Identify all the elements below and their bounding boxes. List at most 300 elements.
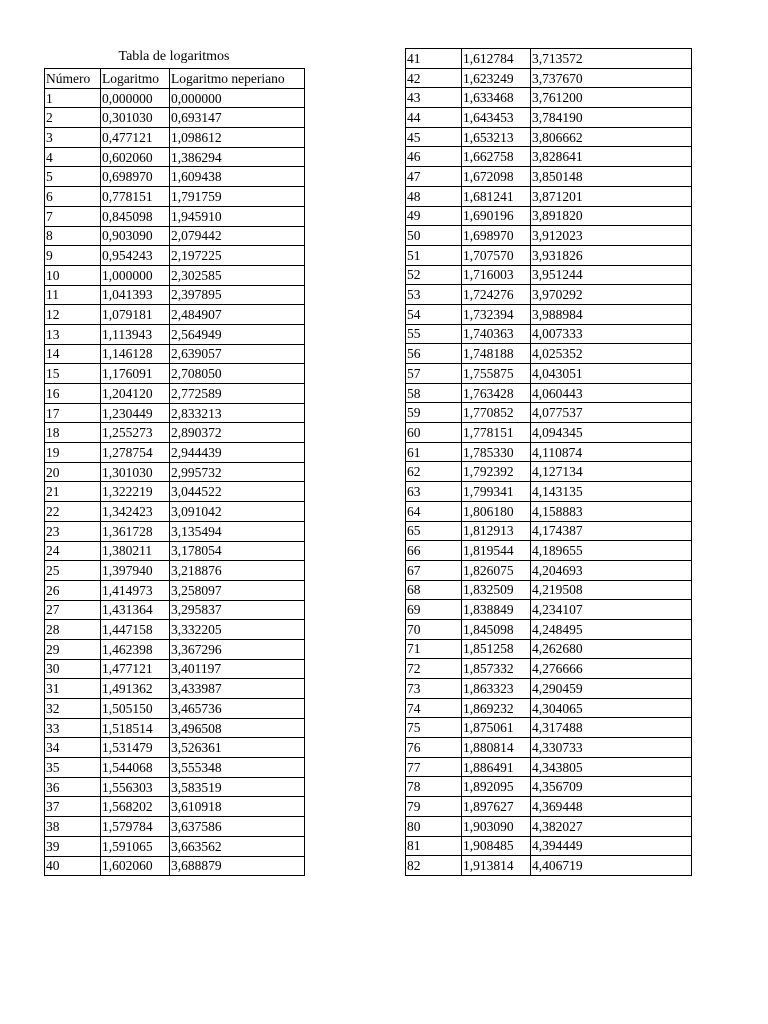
cell-logaritmo-neperiano: 0,693147	[170, 108, 305, 128]
cell-logaritmo-neperiano: 2,197225	[170, 246, 305, 266]
cell-logaritmo: 1,724276	[462, 285, 531, 305]
table-row	[45, 423, 305, 443]
cell-numero: 57	[406, 364, 462, 384]
cell-logaritmo: 1,079181	[101, 305, 170, 325]
table-row	[406, 324, 692, 344]
cell-numero: 28	[45, 620, 101, 640]
table-row	[406, 344, 692, 364]
table-row	[406, 226, 692, 246]
cell-logaritmo-neperiano: 1,386294	[170, 147, 305, 167]
table-row	[406, 186, 692, 206]
cell-logaritmo-neperiano: 3,433987	[170, 679, 305, 699]
table-row	[45, 541, 305, 561]
cell-numero: 24	[45, 541, 101, 561]
cell-logaritmo: 1,716003	[462, 265, 531, 285]
cell-logaritmo: 0,698970	[101, 167, 170, 187]
cell-logaritmo-neperiano: 3,951244	[531, 265, 692, 285]
cell-logaritmo-neperiano: 3,970292	[531, 285, 692, 305]
table-row	[45, 797, 305, 817]
table-row	[45, 758, 305, 778]
cell-logaritmo-neperiano: 2,944439	[170, 443, 305, 463]
cell-logaritmo: 1,732394	[462, 304, 531, 324]
table-row	[45, 502, 305, 522]
cell-logaritmo: 1,748188	[462, 344, 531, 364]
cell-logaritmo: 0,778151	[101, 187, 170, 207]
cell-logaritmo: 1,568202	[101, 797, 170, 817]
cell-logaritmo: 1,875061	[462, 718, 531, 738]
cell-numero: 34	[45, 738, 101, 758]
cell-numero: 19	[45, 443, 101, 463]
table-row	[45, 187, 305, 207]
table-row	[45, 403, 305, 423]
cell-logaritmo-neperiano: 4,025352	[531, 344, 692, 364]
cell-logaritmo-neperiano: 3,178054	[170, 541, 305, 561]
table-row	[45, 699, 305, 719]
cell-numero: 41	[406, 49, 462, 69]
cell-logaritmo-neperiano: 4,043051	[531, 364, 692, 384]
cell-logaritmo: 1,146128	[101, 344, 170, 364]
cell-numero: 53	[406, 285, 462, 305]
cell-logaritmo: 1,832509	[462, 580, 531, 600]
cell-logaritmo-neperiano: 2,995732	[170, 462, 305, 482]
table-row	[45, 718, 305, 738]
cell-logaritmo-neperiano: 4,143135	[531, 482, 692, 502]
cell-logaritmo: 1,643453	[462, 108, 531, 128]
table-row	[45, 324, 305, 344]
table-row	[406, 245, 692, 265]
cell-numero: 36	[45, 777, 101, 797]
cell-logaritmo-neperiano: 4,394449	[531, 836, 692, 856]
cell-numero: 30	[45, 659, 101, 679]
cell-numero: 65	[406, 521, 462, 541]
table-row	[45, 817, 305, 837]
cell-numero: 61	[406, 442, 462, 462]
cell-numero: 16	[45, 384, 101, 404]
cell-logaritmo-neperiano: 4,406719	[531, 856, 692, 876]
table-row	[45, 443, 305, 463]
cell-logaritmo: 0,477121	[101, 128, 170, 148]
cell-numero: 2	[45, 108, 101, 128]
cell-numero: 77	[406, 757, 462, 777]
table-row	[406, 482, 692, 502]
cell-logaritmo-neperiano: 3,465736	[170, 699, 305, 719]
cell-numero: 81	[406, 836, 462, 856]
cell-logaritmo: 0,000000	[101, 88, 170, 108]
cell-logaritmo-neperiano: 3,713572	[531, 49, 692, 69]
table-header-row	[45, 69, 305, 89]
table-row	[45, 659, 305, 679]
cell-numero: 46	[406, 147, 462, 167]
table-row	[406, 836, 692, 856]
cell-logaritmo-neperiano: 3,761200	[531, 88, 692, 108]
cell-numero: 60	[406, 423, 462, 443]
table-row	[406, 364, 692, 384]
table-row	[45, 265, 305, 285]
cell-numero: 49	[406, 206, 462, 226]
cell-logaritmo: 1,698970	[462, 226, 531, 246]
table-row	[406, 659, 692, 679]
table-row	[406, 856, 692, 876]
cell-numero: 3	[45, 128, 101, 148]
cell-logaritmo-neperiano: 3,828641	[531, 147, 692, 167]
cell-logaritmo-neperiano: 3,044522	[170, 482, 305, 502]
cell-logaritmo-neperiano: 4,369448	[531, 797, 692, 817]
cell-logaritmo: 1,903090	[462, 816, 531, 836]
cell-logaritmo: 1,799341	[462, 482, 531, 502]
header-logaritmo-neperiano: Logaritmo neperiano	[170, 69, 305, 89]
cell-logaritmo-neperiano: 4,304065	[531, 698, 692, 718]
cell-logaritmo-neperiano: 4,356709	[531, 777, 692, 797]
cell-logaritmo-neperiano: 2,484907	[170, 305, 305, 325]
cell-logaritmo: 1,612784	[462, 49, 531, 69]
table-row	[45, 521, 305, 541]
cell-numero: 45	[406, 127, 462, 147]
cell-logaritmo: 1,908485	[462, 836, 531, 856]
cell-numero: 66	[406, 541, 462, 561]
cell-logaritmo-neperiano: 2,708050	[170, 364, 305, 384]
cell-logaritmo: 1,361728	[101, 521, 170, 541]
cell-logaritmo-neperiano: 2,564949	[170, 324, 305, 344]
cell-logaritmo: 1,414973	[101, 580, 170, 600]
table-row	[406, 206, 692, 226]
table-row	[406, 501, 692, 521]
cell-logaritmo: 1,740363	[462, 324, 531, 344]
cell-logaritmo: 1,892095	[462, 777, 531, 797]
cell-numero: 39	[45, 836, 101, 856]
cell-numero: 70	[406, 619, 462, 639]
cell-numero: 14	[45, 344, 101, 364]
cell-logaritmo-neperiano: 3,988984	[531, 304, 692, 324]
table-row	[45, 364, 305, 384]
table-row	[45, 206, 305, 226]
table-row	[45, 305, 305, 325]
cell-logaritmo-neperiano: 3,871201	[531, 186, 692, 206]
cell-logaritmo: 1,505150	[101, 699, 170, 719]
cell-logaritmo: 1,880814	[462, 738, 531, 758]
cell-numero: 26	[45, 580, 101, 600]
cell-logaritmo-neperiano: 3,737670	[531, 68, 692, 88]
table-title: Tabla de logaritmos	[118, 49, 230, 64]
table-row	[406, 127, 692, 147]
cell-numero: 6	[45, 187, 101, 207]
cell-logaritmo-neperiano: 3,091042	[170, 502, 305, 522]
cell-logaritmo-neperiano: 3,806662	[531, 127, 692, 147]
cell-logaritmo: 1,447158	[101, 620, 170, 640]
cell-numero: 62	[406, 462, 462, 482]
cell-logaritmo: 1,301030	[101, 462, 170, 482]
cell-numero: 23	[45, 521, 101, 541]
cell-logaritmo: 1,778151	[462, 423, 531, 443]
cell-logaritmo: 1,653213	[462, 127, 531, 147]
cell-logaritmo: 1,041393	[101, 285, 170, 305]
cell-numero: 29	[45, 639, 101, 659]
cell-logaritmo-neperiano: 4,219508	[531, 580, 692, 600]
cell-logaritmo: 1,806180	[462, 501, 531, 521]
table-row	[45, 580, 305, 600]
cell-numero: 12	[45, 305, 101, 325]
cell-logaritmo: 1,857332	[462, 659, 531, 679]
cell-logaritmo: 1,819544	[462, 541, 531, 561]
header-logaritmo: Logaritmo	[101, 69, 170, 89]
cell-numero: 5	[45, 167, 101, 187]
table-row	[406, 68, 692, 88]
cell-logaritmo: 1,897627	[462, 797, 531, 817]
cell-logaritmo: 1,380211	[101, 541, 170, 561]
table-row	[406, 167, 692, 187]
cell-numero: 69	[406, 600, 462, 620]
cell-numero: 47	[406, 167, 462, 187]
table-row	[406, 265, 692, 285]
cell-logaritmo: 1,785330	[462, 442, 531, 462]
table-row	[406, 738, 692, 758]
cell-numero: 17	[45, 403, 101, 423]
table-row	[406, 423, 692, 443]
cell-numero: 48	[406, 186, 462, 206]
cell-logaritmo-neperiano: 1,791759	[170, 187, 305, 207]
cell-logaritmo: 1,518514	[101, 718, 170, 738]
table-row	[45, 344, 305, 364]
cell-logaritmo-neperiano: 4,262680	[531, 639, 692, 659]
cell-logaritmo: 1,204120	[101, 384, 170, 404]
table-row	[406, 462, 692, 482]
table-row	[406, 147, 692, 167]
cell-logaritmo-neperiano: 4,007333	[531, 324, 692, 344]
cell-logaritmo-neperiano: 1,098612	[170, 128, 305, 148]
cell-logaritmo: 1,826075	[462, 560, 531, 580]
table-row	[406, 698, 692, 718]
cell-logaritmo-neperiano: 0,000000	[170, 88, 305, 108]
table-row	[45, 147, 305, 167]
cell-logaritmo-neperiano: 4,060443	[531, 383, 692, 403]
cell-numero: 51	[406, 245, 462, 265]
cell-numero: 22	[45, 502, 101, 522]
cell-logaritmo-neperiano: 4,174387	[531, 521, 692, 541]
cell-numero: 20	[45, 462, 101, 482]
log-table-right	[405, 48, 692, 876]
cell-logaritmo: 0,301030	[101, 108, 170, 128]
cell-logaritmo-neperiano: 3,496508	[170, 718, 305, 738]
cell-numero: 75	[406, 718, 462, 738]
table-row	[45, 384, 305, 404]
cell-logaritmo: 1,462398	[101, 639, 170, 659]
cell-numero: 54	[406, 304, 462, 324]
cell-logaritmo-neperiano: 4,343805	[531, 757, 692, 777]
cell-numero: 38	[45, 817, 101, 837]
cell-logaritmo: 1,342423	[101, 502, 170, 522]
table-row	[45, 246, 305, 266]
cell-numero: 40	[45, 856, 101, 876]
cell-logaritmo-neperiano: 3,332205	[170, 620, 305, 640]
cell-logaritmo-neperiano: 4,290459	[531, 679, 692, 699]
cell-numero: 63	[406, 482, 462, 502]
cell-logaritmo-neperiano: 4,204693	[531, 560, 692, 580]
table-row	[406, 560, 692, 580]
cell-logaritmo-neperiano: 3,526361	[170, 738, 305, 758]
cell-logaritmo-neperiano: 3,583519	[170, 777, 305, 797]
cell-logaritmo: 1,000000	[101, 265, 170, 285]
cell-numero: 56	[406, 344, 462, 364]
cell-logaritmo-neperiano: 4,317488	[531, 718, 692, 738]
cell-logaritmo: 1,913814	[462, 856, 531, 876]
cell-logaritmo: 1,278754	[101, 443, 170, 463]
table-row	[406, 108, 692, 128]
cell-numero: 50	[406, 226, 462, 246]
cell-logaritmo-neperiano: 4,248495	[531, 619, 692, 639]
cell-logaritmo-neperiano: 3,688879	[170, 856, 305, 876]
cell-logaritmo: 1,662758	[462, 147, 531, 167]
cell-logaritmo: 1,845098	[462, 619, 531, 639]
table-row	[45, 108, 305, 128]
cell-numero: 79	[406, 797, 462, 817]
cell-logaritmo: 1,812913	[462, 521, 531, 541]
cell-numero: 37	[45, 797, 101, 817]
cell-logaritmo: 1,863323	[462, 679, 531, 699]
cell-numero: 72	[406, 659, 462, 679]
cell-logaritmo: 1,113943	[101, 324, 170, 344]
cell-numero: 43	[406, 88, 462, 108]
cell-numero: 64	[406, 501, 462, 521]
cell-logaritmo-neperiano: 3,610918	[170, 797, 305, 817]
table-row	[406, 797, 692, 817]
cell-numero: 18	[45, 423, 101, 443]
cell-logaritmo: 1,770852	[462, 403, 531, 423]
table-row	[406, 49, 692, 69]
table-row	[406, 639, 692, 659]
cell-logaritmo: 1,591065	[101, 836, 170, 856]
cell-numero: 8	[45, 226, 101, 246]
cell-numero: 80	[406, 816, 462, 836]
cell-logaritmo-neperiano: 2,833213	[170, 403, 305, 423]
cell-numero: 21	[45, 482, 101, 502]
cell-logaritmo-neperiano: 3,784190	[531, 108, 692, 128]
cell-logaritmo-neperiano: 2,639057	[170, 344, 305, 364]
log-table-right-body	[406, 49, 692, 876]
cell-logaritmo: 1,556303	[101, 777, 170, 797]
cell-logaritmo: 1,255273	[101, 423, 170, 443]
table-row	[45, 600, 305, 620]
cell-logaritmo: 1,763428	[462, 383, 531, 403]
cell-logaritmo-neperiano: 1,945910	[170, 206, 305, 226]
table-row	[45, 620, 305, 640]
table-row	[45, 462, 305, 482]
table-row	[406, 285, 692, 305]
cell-numero: 78	[406, 777, 462, 797]
cell-logaritmo-neperiano: 3,912023	[531, 226, 692, 246]
table-row	[45, 639, 305, 659]
table-row	[45, 226, 305, 246]
table-row	[406, 541, 692, 561]
cell-numero: 27	[45, 600, 101, 620]
cell-numero: 82	[406, 856, 462, 876]
table-row	[406, 718, 692, 738]
cell-logaritmo-neperiano: 2,890372	[170, 423, 305, 443]
cell-logaritmo: 1,707570	[462, 245, 531, 265]
cell-logaritmo: 1,690196	[462, 206, 531, 226]
cell-numero: 42	[406, 68, 462, 88]
table-row	[45, 856, 305, 876]
cell-logaritmo: 0,845098	[101, 206, 170, 226]
table-row	[406, 304, 692, 324]
table-row	[406, 403, 692, 423]
cell-logaritmo: 1,755875	[462, 364, 531, 384]
cell-numero: 58	[406, 383, 462, 403]
cell-numero: 13	[45, 324, 101, 344]
cell-logaritmo-neperiano: 4,382027	[531, 816, 692, 836]
cell-logaritmo-neperiano: 3,637586	[170, 817, 305, 837]
cell-numero: 1	[45, 88, 101, 108]
cell-logaritmo: 1,431364	[101, 600, 170, 620]
cell-logaritmo: 1,886491	[462, 757, 531, 777]
cell-logaritmo: 1,477121	[101, 659, 170, 679]
cell-logaritmo-neperiano: 3,850148	[531, 167, 692, 187]
cell-numero: 33	[45, 718, 101, 738]
cell-numero: 7	[45, 206, 101, 226]
cell-numero: 74	[406, 698, 462, 718]
cell-logaritmo-neperiano: 2,079442	[170, 226, 305, 246]
cell-logaritmo-neperiano: 4,276666	[531, 659, 692, 679]
header-numero: Número	[45, 69, 101, 89]
cell-logaritmo-neperiano: 4,110874	[531, 442, 692, 462]
cell-logaritmo: 1,579784	[101, 817, 170, 837]
table-row	[406, 757, 692, 777]
table-row	[45, 128, 305, 148]
cell-logaritmo: 1,531479	[101, 738, 170, 758]
cell-logaritmo-neperiano: 3,891820	[531, 206, 692, 226]
cell-numero: 32	[45, 699, 101, 719]
cell-logaritmo-neperiano: 4,330733	[531, 738, 692, 758]
cell-logaritmo-neperiano: 4,094345	[531, 423, 692, 443]
cell-numero: 35	[45, 758, 101, 778]
cell-logaritmo-neperiano: 3,663562	[170, 836, 305, 856]
cell-numero: 9	[45, 246, 101, 266]
table-row	[406, 88, 692, 108]
cell-logaritmo-neperiano: 1,609438	[170, 167, 305, 187]
cell-logaritmo: 1,869232	[462, 698, 531, 718]
cell-numero: 76	[406, 738, 462, 758]
table-row	[406, 521, 692, 541]
cell-logaritmo: 1,672098	[462, 167, 531, 187]
table-row	[406, 383, 692, 403]
cell-logaritmo: 1,838849	[462, 600, 531, 620]
cell-numero: 67	[406, 560, 462, 580]
table-row	[45, 88, 305, 108]
cell-logaritmo: 1,322219	[101, 482, 170, 502]
cell-numero: 15	[45, 364, 101, 384]
log-table-left-body	[45, 69, 305, 876]
table-row	[45, 285, 305, 305]
cell-numero: 10	[45, 265, 101, 285]
cell-logaritmo-neperiano: 4,189655	[531, 541, 692, 561]
cell-logaritmo-neperiano: 3,295837	[170, 600, 305, 620]
cell-logaritmo-neperiano: 3,555348	[170, 758, 305, 778]
cell-logaritmo-neperiano: 3,258097	[170, 580, 305, 600]
cell-numero: 55	[406, 324, 462, 344]
cell-logaritmo: 1,623249	[462, 68, 531, 88]
cell-logaritmo: 1,792392	[462, 462, 531, 482]
cell-numero: 31	[45, 679, 101, 699]
cell-logaritmo: 0,954243	[101, 246, 170, 266]
cell-logaritmo-neperiano: 3,401197	[170, 659, 305, 679]
table-row	[406, 679, 692, 699]
table-row	[45, 561, 305, 581]
cell-numero: 71	[406, 639, 462, 659]
cell-logaritmo-neperiano: 4,234107	[531, 600, 692, 620]
cell-logaritmo: 0,903090	[101, 226, 170, 246]
table-row	[406, 816, 692, 836]
cell-numero: 4	[45, 147, 101, 167]
table-row	[406, 442, 692, 462]
table-row	[406, 777, 692, 797]
